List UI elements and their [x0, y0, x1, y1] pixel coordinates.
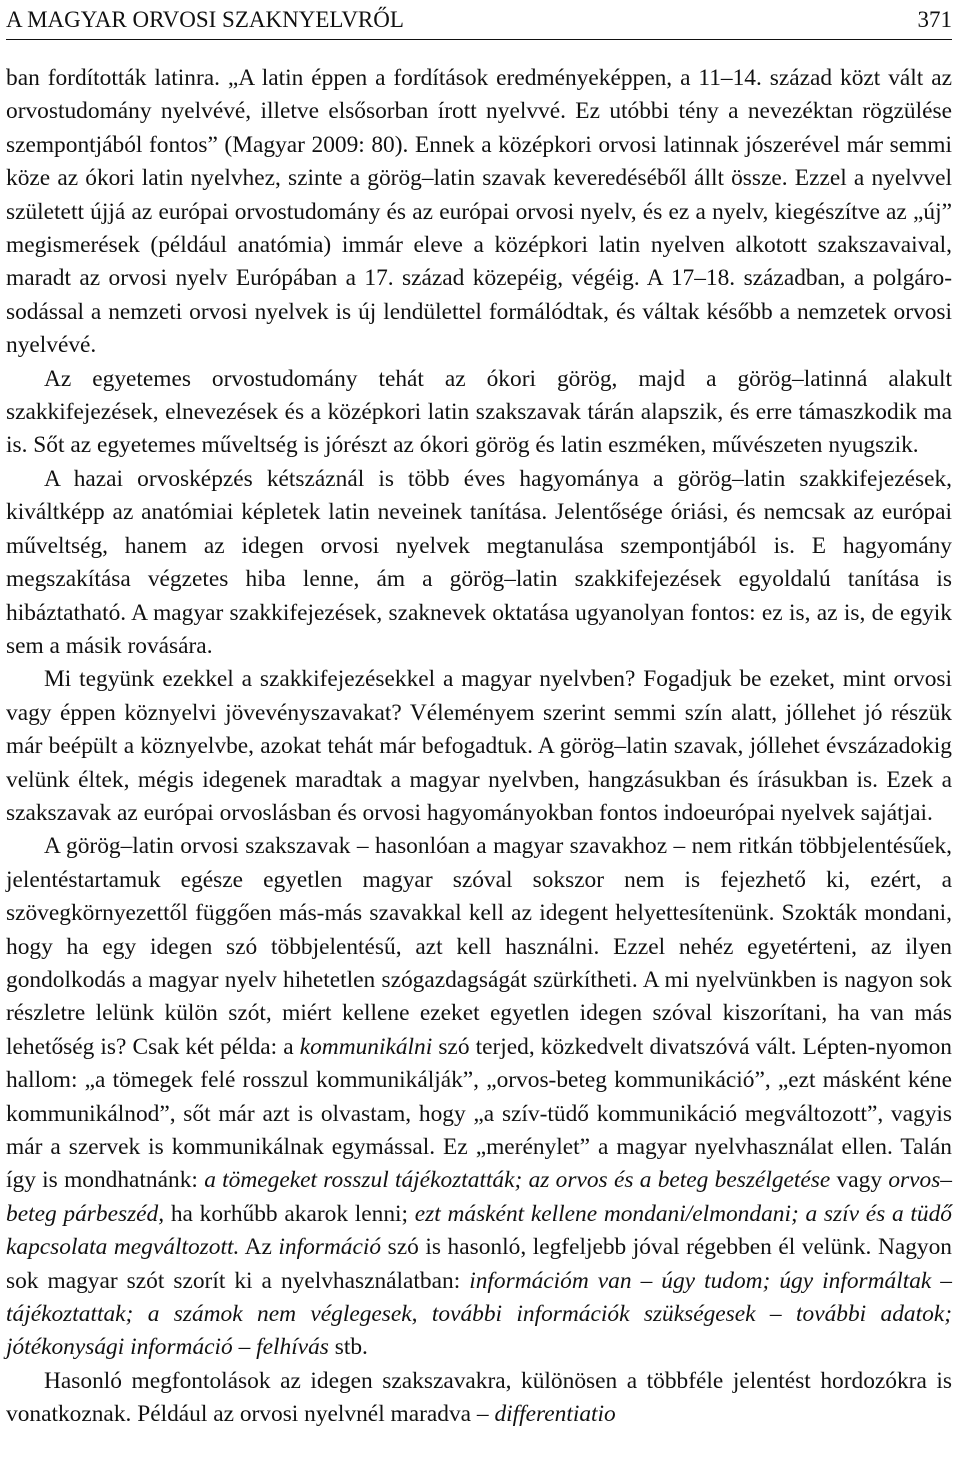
text-run: ban fordították latinra. „A latin éppen a fordítások eredményeképpen, a 11–14. század közt vált az orvostudomány nyelvévé, illetve elsősorban írott nyelvvé. Ez utóbbi tény a nevezéktan rögzülése szempontjából fontos” (Magyar 2009: 80). Ennek a középkori orvosi latinnak jószerével már semmi köze az ókori latin nyelvhez, szinte a görög–latin szavak keveredéséből állt össze. Ezzel a nyelvvel született újjá az európai orvostudomány és az európai orvosi nyelv, és ez a nyelv, kiegészítve az „új” megismerések (például anatómia) immár eleve a középkori latin nyelven alkotott szakszavaival, maradt az orvosi nyelv Európában a 17. század közepéig, végéig. A 17–18. században, a polgárosodással a nemzeti orvosi nyelvek is új lendülettel formálódtak, és váltak később a nemzetek orvosi nyelvévé.: [6, 65, 952, 359]
italic-text: információm van – úgy tudom; úgy informáltak – tájékoztattak; a számok nem véglegesek, további információk szükségesek – további adatok; jótékonysági információ – felhívás: [6, 1267, 952, 1361]
paragraph: [6, 1365, 952, 1432]
paragraph: [6, 663, 952, 830]
italic-text: kommunikálni: [299, 1033, 433, 1060]
text-run: A görög–latin orvosi szakszavak – hasonlóan a magyar szavakhoz – nem ritkán többjelentésűek, jelentéstartamuk egésze egyetlen magyar szóval sokszor nem is fejezhető ki, ezért, a szövegkörnyezettől függően más-más szavakkal kell az idegent helyettesítenünk. Szokták mondani, hogy ha egy idegen szó többjelentésű, azt kell használni. Ezzel nehéz egyetérteni, az ilyen gondolkodás a magyar nyelv hihetetlen szógazdagságát szürkítheti. A mi nyelvünkben is nagyon sok részletre lelünk külön szót, miért kellene ezeket egyetlen idegen szóval kiszorítani, ha van más lehetőség is? Csak két példa: a: [6, 833, 952, 1060]
running-header: [6, 2, 952, 40]
text-run: szó is hasonló, legfeljebb jóval régebben él velünk. Nagyon sok magyar szót szorít ki a nyelvhasználatban:: [6, 1234, 952, 1294]
paragraph: [6, 62, 952, 363]
italic-text: a tömegeket rosszul tájékoztatták; az orvos és a beteg beszélgetése: [204, 1167, 831, 1194]
italic-text: információ: [278, 1234, 382, 1261]
running-title: A MAGYAR ORVOSI SZAKNYELVRŐL: [6, 7, 404, 32]
text-run: ha korhűbb akarok lenni;: [164, 1200, 415, 1227]
italic-text: orvos–beteg párbeszéd,: [6, 1167, 953, 1227]
paragraph: [6, 830, 952, 1365]
paragraph: [6, 463, 952, 663]
text-run: Hasonló megfontolások az idegen szakszavakra, különösen a többféle jelentést hordozókra is vonatkoznak. Például az orvosi nyelvnél maradva –: [6, 1367, 952, 1428]
text-run: vagy: [830, 1167, 889, 1194]
text-run: stb.: [328, 1334, 368, 1361]
page-number: 371: [917, 7, 952, 32]
paragraph: [6, 363, 952, 463]
text-run: Az: [239, 1234, 279, 1261]
italic-text: differentiatio: [494, 1401, 616, 1428]
text-run: A hazai orvosképzés kétszáznál is több éves hagyománya a görög–latin szakkifejezések, kiváltképp az anatómiai képletek latin neveinek tanítása. Jelentősége óriási, és nemcsak az európai műveltség, hanem az idegen orvosi nyelvek megtanulása szempontjából is. E hagyomány megszakítása végzetes hiba lenne, ám a görög–latin szakkifejezések egyoldalú tanítása is hibáztatható. A magyar szakkifejezések, szaknevek oktatása ugyanolyan fontos: ez is, az is, de egyik sem a másik rovására.: [6, 465, 952, 659]
text-run: szó terjed, közkedvelt divatszóvá vált. Lépten-nyomon hallom: „a tömegek felé rosszul kommunikálják”, „orvos-beteg kommunikáció”, „ezt másként kéne kommunikálnod”, sőt már azt is olvastam, hogy „a szív-tüdő kommunikáció megváltozott”, vagyis már a szervek is kommunikálnak egymással. Ez „merénylet” a magyar nyelvhasználat ellen. Talán így is mondhatnánk:: [6, 1033, 952, 1194]
italic-text: ezt másként kellene mondani/elmondani; a szív és a tüdő kapcsolata megváltozott.: [6, 1200, 952, 1261]
text-run: Mi tegyünk ezekkel a szakkifejezésekkel a magyar nyelvben? Fogadjuk be ezeket, mint orvosi vagy éppen köznyelvi jövevényszavakat? Véleményem szerint semmi szín alatt, jóllehet jó részük már beépült a köznyelvbe, azokat tehát már befogadtuk. A görög–latin szavak, jóllehet évszázadokig velünk éltek, mégis idegenek maradtak a magyar nyelvben, hangzásukban és írásukban is. Ezek a szakszavak az európai orvoslásban és orvosi hagyományokban fontos indoeurópai nyelvek sajátjai.: [6, 666, 952, 826]
body-text: [6, 62, 952, 1432]
text-run: Az egyetemes orvostudomány tehát az ókori görög, majd a görög–latinná alakult szakkifejezések, elnevezések és a középkori latin szakszavak tárán alapszik, és erre támaszkodik ma is. Sőt az egyetemes műveltség is jórészt az ókori görög és latin eszméken, művészeten nyugszik.: [6, 365, 952, 459]
